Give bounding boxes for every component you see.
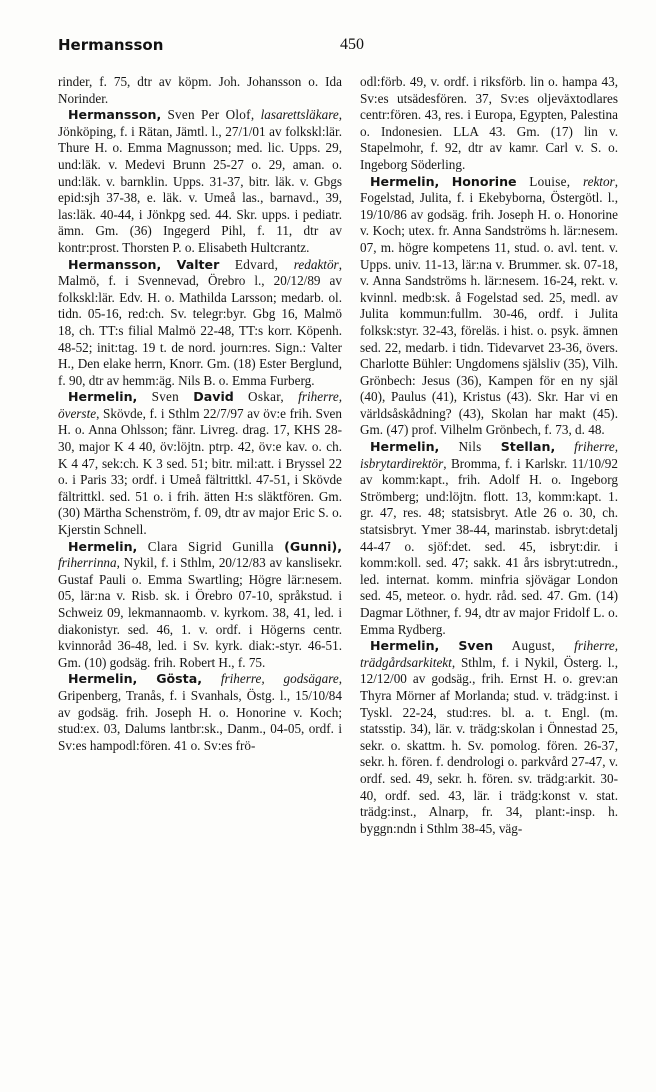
entry-surname: Hermelin, <box>68 671 138 687</box>
entry-given-bold: Honorine <box>451 173 517 189</box>
right-column <box>360 74 618 837</box>
entry-text: , Fogelstad, Julita, f. i Ekebyborna, Östergötl. l., 19/10/86 av godsäg. frih. Joseph H. o. Honorine v. Koch; utex. fr. Anna Sandströms h. lär:nesem. 07, m. högre kompetens 11, stud. o. avl. tent. v. Upps. univ. 11-13, lär:na v. Brummer. sk. 07-18, v. Anna Sandströms h. lär:nesem. 16-24, rekt. v. kvinnl. medb:sk. å Fogelstad sed. 25, medl. av Julita kommun:fullm. 30-46, ordf. i Julita folksk:styr. 32-43, föreläs. i hist. o. psyk. ämnen sed. 22, medarb. i tidn. Tidevarvet 23-36, övers. Charlotte Bühler: Ungdomens själsliv (35), Vilh. Grönbech: Jesus (36), Kampen för en ny själ (40), Paulus (41), Kristus (43). Skr. Har vi en världsåskådning? (43), Skolan har makt (45). Gm. (47) prof. Vilhelm Grönbech, f. 73, d. 48. <box>360 173 618 438</box>
entry-hermansson-valter <box>58 257 342 390</box>
entry-surname: Hermansson, <box>68 107 162 123</box>
entry-text: , Nykil, f. i Sthlm, 20/12/83 av kanslisekr. Gustaf Pauli o. Emma Swartling; Högre lär:nesem. 05, lär:na v. Risb. sk. i Örebro 07-10, språkstud. i Schweiz 09, lekmannaomb. v. kyrkom. 38, 41, led. i diakonistyr. sed. 46, 1. v. ordf. i Högerns centr. kvinnoråd 36-48, led. i Sv. kyrk. diak:-styr. 46-51. Gm. (10) godsäg. frih. Robert H., f. 75. <box>58 555 342 670</box>
entry-surname: Hermelin, <box>370 638 440 654</box>
entry-title: friherre, godsägare <box>220 671 339 687</box>
entry-text: odl:förb. 49, v. ordf. i riksförb. lin o. hampa 43, Sv:es utsädesfören. 37, Sv:es oljeväxtodlares centr:fören. 43, res. i Europa, Egypten, Palestina o. Indonesien. LLA 43. Gm. (17) lin v. Stapelmohr, f. 92, dtr av kamr. Carl v. S. o. Ingeborg Söderling. <box>360 74 618 172</box>
entry-hermansson-sven <box>58 107 342 256</box>
left-column <box>58 74 342 754</box>
entry-surname: Hermansson, <box>68 256 162 272</box>
entry-given-rest: Oskar, <box>233 389 299 405</box>
entry-hermelin-stellan <box>360 439 618 638</box>
entry-hermelin-sven-august <box>360 638 618 837</box>
entry-title: lasarettsläkare <box>260 107 339 123</box>
entry-surname: Hermelin, <box>370 173 440 189</box>
entry-continuation <box>58 74 342 107</box>
entry-hermelin-honorine <box>360 174 618 440</box>
entry-text: , Skövde, f. i Sthlm 22/7/97 av öv:e frih. Sven H. o. Anna Ohlsson; fänr. Livreg. drag. 17, KHS 28-30, major K 4 40, öv:löjtn. ptrp. 42, öv:e kav. o. ch. K 4 47, sek:ch. K 3 sed. 51; bitr. mil:att. i Bryssel 22 o. i Paris 33; ordf. i Umeå fältrittkl. 47-51, i Skövde fältrittkl. sed. 51 o. i frih. ätten H:s släktfören. Gm. (30) Märtha Schenström, f. 09, dtr av major Eric S. o. Kjerstin Schnell. <box>58 405 342 538</box>
entry-text: , Gripenberg, Tranås, f. i Svanhals, Östg. l., 15/10/84 av godsäg. frih. Joseph H. o. Honorine v. Koch; stud:ex. 03, Dalums lantbr:sk., Danm., 04-05, ordf. i Sv:es hampodl:fören. 41 o. Sv:es frö- <box>58 671 342 753</box>
entry-given-bold: Stellan, <box>500 439 556 455</box>
entry-given-bold: Gösta, <box>156 671 202 687</box>
page-number: 450 <box>340 36 364 53</box>
entry-hermelin-david <box>58 389 342 538</box>
entry-text: rinder, f. 75, dtr av köpm. Joh. Johansson o. Ida Norinder. <box>58 74 342 106</box>
entry-given-bold: Sven <box>458 638 494 654</box>
entry-hermelin-gunni <box>58 539 342 672</box>
entry-title: friherre, isbrytardirektör <box>360 439 618 471</box>
entry-surname: Hermelin, <box>68 389 138 405</box>
entry-surname: Hermelin, <box>370 439 440 455</box>
entry-text: , Malmö, f. i Svennevad, Örebro l., 20/12/89 av folkskl:lär. Edv. H. o. Mathilda Larsson; medarb. ol. tidn. 05-16, red:ch. Sv. telegr:byr. Gbg 16, Malmö 18, ch. TT:s filial Malmö 22-48, TT:s korr. Köpenh. 48-52; init:tag. 19 t. de nord. journ:res. Sign.: Valter H., Den elake herrn, Knorr. Gm. (18) Ester Berglund, f. 90, dtr av hemm:äg. Nils B. o. Emma Furberg. <box>58 256 342 388</box>
page-header <box>58 36 616 58</box>
entry-continuation <box>360 74 618 174</box>
entry-title: friherre, trädgårdsarkitekt <box>360 638 619 670</box>
entry-given-rest: August, <box>493 638 575 654</box>
entry-title: friherrinna <box>58 555 117 571</box>
entry-given-bold: David <box>193 389 234 405</box>
entry-given-rest: Louise, <box>516 173 583 189</box>
entry-title: rektor <box>582 173 615 189</box>
entry-given-names: Edvard, <box>219 256 294 272</box>
entry-title: friherre, överste <box>58 389 342 421</box>
entry-text: , Bromma, f. i Karlskr. 11/10/92 av komm:kapt., frih. Adolf H. o. Ingeborg Strömberg; und:löjtn. flott. 13, komm:kapt. 1. gr. 47, res. 48; statsisbryt. Atle 26 o. 30, ch. statsisbryt. Ymer 38-44, marinstab. isbryt:detalj 44-47 o. sjöf:det. sed. 45, isbryt:dir. i komm:koll. sed. 47; sakk. 41 års isbryt:utredn., led. internat. komm. minfria sjövägar London sed. 45, meteor. o. hydr. råd. sed. 47. Gm. (14) Dagmar Löthner, f. 94, dtr av major Fridolf L. o. Emma Rydberg. <box>360 455 618 637</box>
entry-given-names: Nils <box>439 439 501 455</box>
entry-hermelin-gosta <box>58 671 342 754</box>
running-head: Hermansson <box>58 36 164 54</box>
entry-given-names: Clara Sigrid Gunilla <box>137 538 285 554</box>
entry-surname: Hermelin, <box>68 538 138 554</box>
entry-given-bold: (Gunni), <box>284 538 342 554</box>
entry-given-names: Sven <box>137 389 194 405</box>
entry-given-bold: Valter <box>176 256 220 272</box>
entry-title: redaktör <box>293 256 339 272</box>
entry-text: , Jönköping, f. i Rätan, Jämtl. l., 27/1/01 av folkskl:lär. Thure H. o. Emma Magnusson; med. lic. Upps. 29, und:läk. v. Medevi Brunn 25-27 o. 29, aman. o. und:läk. v. barnklin. Upps. 31-37, bitr. läk. v. Gbgs epid:sjh 37-38, e. läk. v. Umeå las., barnavd., 39, las:läk. 40-44, i Jönkpg sed. 44. Skr. upps. i pediatr. ämn. Gm. (36) Ingegerd Pihl, f. 11, dtr av kontr:prost. Thorsten P. o. Elisabeth Hultcrantz. <box>58 107 342 255</box>
entry-given-names: Sven Per Olof, <box>161 107 261 123</box>
entry-text: , Sthlm, f. i Nykil, Österg. l., 12/12/00 av godsäg., frih. Ernst H. o. grev:an Thyra Mörner af Morlanda; stud. v. trädg:inst. i Tyskl. 22-24, stud:res. bl. a. t. Engl. (m. statsstip. 34), lär. v. trädg:skolan i Önnestad 25, sekr. o. skattm. h. Sv. pomolog. fören. 26-37, sekr. h. fören. f. dendrologi o. parkvård 27-47, v. ordf. sed. 49, sekr. h. fören. sv. trädg:arkit. 30-40, ordf. sed. 43, lär. i trädg:konst v. stat. trädg:inst., Alnarp, fr. 34, plant:-insp. h. byggn:ndn i Sthlm 38-45, väg- <box>360 654 618 836</box>
